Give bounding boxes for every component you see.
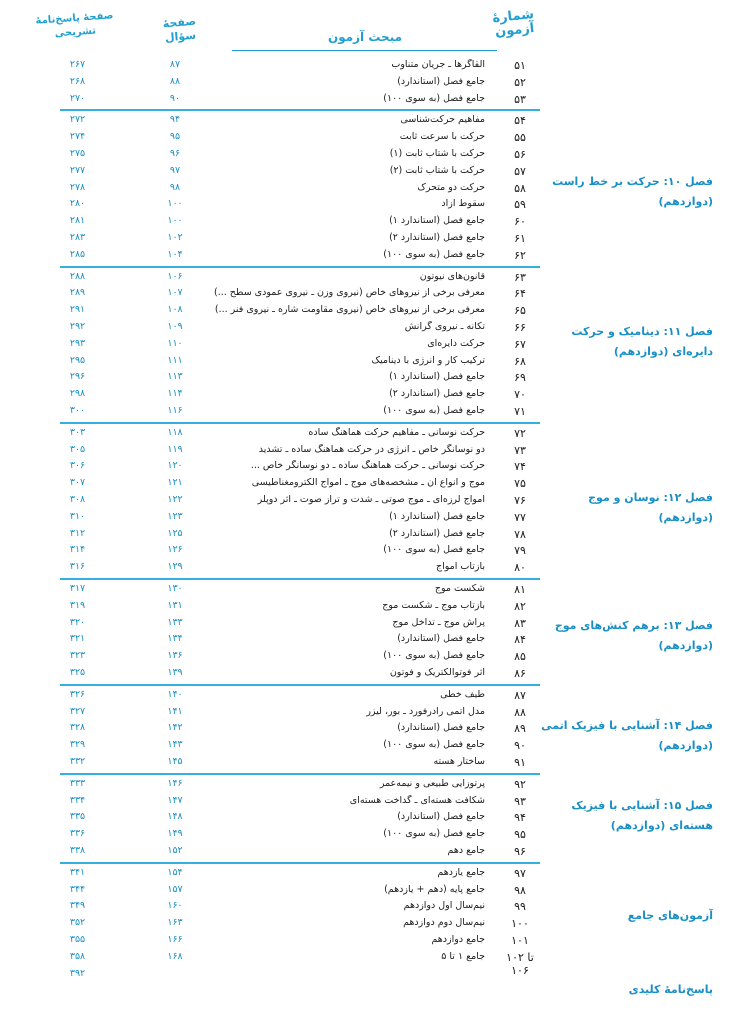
exam-number-cell: ۵۴ bbox=[514, 114, 526, 127]
answer-page-cell: ۳۴۹ bbox=[69, 900, 86, 911]
answer-page-cell: ۳۲۱ bbox=[69, 633, 86, 644]
exam-number-cell: ۷۳ bbox=[514, 444, 526, 457]
question-page-cell: ۱۴۲ bbox=[167, 722, 183, 733]
question-page-cell: ۱۱۱ bbox=[167, 355, 183, 366]
exam-number-header: شمارۀ آزمون bbox=[491, 6, 535, 40]
exam-number-cell: ۸۳ bbox=[514, 617, 526, 630]
exam-topic-cell: جامع فصل (استاندارد ۱) bbox=[389, 511, 485, 522]
question-page-cell: ۹۴ bbox=[169, 114, 181, 125]
exam-number-cell: ۸۲ bbox=[514, 600, 526, 613]
answer-page-cell: ۳۳۸ bbox=[69, 845, 86, 856]
answer-page-cell: ۲۷۸ bbox=[69, 182, 86, 193]
answer-page-cell: ۲۶۸ bbox=[69, 76, 86, 87]
table-row[interactable] bbox=[0, 304, 735, 320]
exam-number-cell: ۸۰ bbox=[514, 561, 526, 574]
exam-number-cell: ۸۹ bbox=[514, 722, 526, 735]
table-row[interactable] bbox=[0, 583, 735, 599]
answer-key-label[interactable]: پاسخ‌نامۀ کلیدی bbox=[628, 983, 713, 996]
question-page-cell: ۱۲۰ bbox=[167, 460, 183, 471]
answer-page-cell: ۲۹۲ bbox=[69, 321, 86, 332]
table-row[interactable] bbox=[0, 444, 735, 460]
answer-page-cell: ۲۹۵ bbox=[69, 355, 86, 366]
exam-topic-cell: تکانه ـ نیروی گرانش bbox=[404, 321, 485, 332]
question-page-cell: ۸۷ bbox=[169, 59, 181, 70]
exam-topic-cell: پرتوزایی طبیعی و نیمه‌عمر bbox=[379, 778, 485, 789]
answer-page-cell: ۳۱۶ bbox=[69, 561, 86, 572]
exam-number-cell: ۵۳ bbox=[514, 93, 526, 106]
question-page-cell: ۱۲۶ bbox=[167, 544, 183, 555]
table-row[interactable] bbox=[0, 215, 735, 231]
exam-topic-cell: حرکت با شتاب ثابت (۲) bbox=[389, 165, 485, 176]
question-page-cell: ۱۴۳ bbox=[167, 739, 183, 750]
exam-topic-cell: جامع فصل (استاندارد ۲) bbox=[389, 528, 485, 539]
answer-page-cell: ۳۱۲ bbox=[69, 528, 86, 539]
exam-topic-cell: حرکت دو متحرک bbox=[417, 182, 485, 193]
question-page-cell: ۱۰۷ bbox=[167, 287, 183, 298]
exam-number-cell: ۹۳ bbox=[514, 795, 526, 808]
exam-number-cell: ۱۰۰ bbox=[511, 917, 529, 930]
table-row[interactable] bbox=[0, 427, 735, 443]
question-page-cell: ۱۶۶ bbox=[167, 934, 183, 945]
exam-number-cell: ۷۴ bbox=[514, 460, 526, 473]
question-page-cell: ۱۲۳ bbox=[167, 511, 183, 522]
question-page-cell: ۱۱۶ bbox=[167, 405, 183, 416]
answer-page-cell: ۳۴۴ bbox=[69, 884, 86, 895]
answer-page-cell: ۳۲۹ bbox=[69, 739, 86, 750]
exam-number-cell: ۹۹ bbox=[514, 900, 526, 913]
answer-page-cell: ۲۸۸ bbox=[69, 271, 86, 282]
question-page-cell: ۱۲۵ bbox=[167, 528, 183, 539]
question-page-cell: ۱۰۶ bbox=[167, 271, 183, 282]
table-row[interactable] bbox=[0, 528, 735, 544]
exam-number-cell: ۸۸ bbox=[514, 706, 526, 719]
table-row[interactable] bbox=[0, 388, 735, 404]
question-page-cell: ۹۸ bbox=[169, 182, 181, 193]
exam-topic-cell: جامع فصل (استاندارد ۱) bbox=[389, 215, 485, 226]
exam-topic-header: مبحث آزمون bbox=[327, 30, 403, 44]
answer-page-cell: ۳۲۳ bbox=[69, 650, 86, 661]
question-page-cell: ۱۰۸ bbox=[167, 304, 183, 315]
answer-page-cell: ۳۹۲ bbox=[69, 968, 86, 979]
answer-page-cell: ۳۲۰ bbox=[69, 617, 86, 628]
chapter-10-label[interactable]: فصل ۱۰: حرکت بر خط راست (دوازدهم) bbox=[552, 175, 713, 208]
question-page-cell: ۱۶۳ bbox=[167, 917, 183, 928]
exam-topic-cell: بازتاب موج ـ شکست موج bbox=[382, 600, 485, 611]
answer-page-cell: ۳۵۲ bbox=[69, 917, 86, 928]
table-row[interactable] bbox=[0, 460, 735, 476]
exam-number-cell: ۶۲ bbox=[514, 249, 526, 262]
exam-number-cell: ۷۲ bbox=[514, 427, 526, 440]
answer-page-cell: ۳۰۰ bbox=[69, 405, 86, 416]
exam-topic-cell: جامع فصل (به سوی ۱۰۰) bbox=[383, 544, 485, 555]
exam-topic-cell: طیف خطی bbox=[440, 689, 485, 700]
exam-topic-cell: حرکت نوسانی ـ مفاهیم حرکت هماهنگ ساده bbox=[308, 427, 485, 438]
question-page-cell: ۱۳۹ bbox=[167, 667, 183, 678]
exam-topic-cell: جامع فصل (به سوی ۱۰۰) bbox=[383, 739, 485, 750]
exam-number-cell: ۹۶ bbox=[514, 845, 526, 858]
table-row[interactable] bbox=[0, 114, 735, 130]
question-page-header: صفحۀ سؤال bbox=[162, 14, 197, 45]
answer-page-cell: ۳۳۵ bbox=[69, 811, 86, 822]
exam-number-cell: ۷۷ bbox=[514, 511, 526, 524]
section-separator bbox=[60, 109, 540, 111]
exam-topic-cell: جامع فصل (استاندارد) bbox=[397, 76, 485, 87]
exam-topic-cell: جامع پایه (دهم + یازدهم) bbox=[384, 884, 485, 895]
question-page-cell: ۸۸ bbox=[169, 76, 181, 87]
exam-topic-cell: جامع فصل (به سوی ۱۰۰) bbox=[383, 405, 485, 416]
table-row[interactable] bbox=[0, 934, 735, 950]
exam-topic-cell: معرفی برخی از نیروهای خاص (نیروی وزن ـ نیروی عمودی سطح ...) bbox=[213, 287, 485, 298]
answer-page-cell: ۲۸۱ bbox=[69, 215, 86, 226]
exam-number-cell: ۸۴ bbox=[514, 633, 526, 646]
exam-number-cell: ۵۷ bbox=[514, 165, 526, 178]
question-page-cell: ۱۲۹ bbox=[167, 561, 183, 572]
answer-page-cell: ۳۰۳ bbox=[69, 427, 86, 438]
answer-page-cell: ۳۵۸ bbox=[69, 951, 86, 962]
answer-page-cell: ۳۱۷ bbox=[69, 583, 86, 594]
table-row[interactable] bbox=[0, 561, 735, 577]
table-row[interactable] bbox=[0, 131, 735, 147]
question-page-cell: ۱۴۶ bbox=[167, 778, 183, 789]
table-row[interactable] bbox=[0, 405, 735, 421]
exam-number-cell: ۹۰ bbox=[514, 739, 526, 752]
answer-page-cell: ۳۳۳ bbox=[69, 778, 86, 789]
exam-number-cell: ۵۱ bbox=[514, 59, 526, 72]
exam-number-cell: ۷۶ bbox=[514, 494, 526, 507]
answer-page-cell: ۲۷۰ bbox=[69, 93, 86, 104]
table-row[interactable] bbox=[0, 689, 735, 705]
answer-page-cell: ۳۴۱ bbox=[69, 867, 86, 878]
question-page-cell: ۱۰۴ bbox=[167, 249, 183, 260]
exam-topic-cell: معرفی برخی از نیروهای خاص (نیروی مقاومت شاره ـ نیروی فنر ...) bbox=[214, 304, 485, 315]
answer-page-cell: ۳۱۴ bbox=[69, 544, 86, 555]
exam-topic-cell: سقوط آزاد bbox=[441, 198, 485, 209]
answer-page-cell: ۲۸۹ bbox=[69, 287, 86, 298]
exam-topic-cell: جامع فصل (به سوی ۱۰۰) bbox=[383, 93, 485, 104]
section-separator bbox=[60, 684, 540, 686]
question-page-cell: ۱۴۱ bbox=[167, 706, 183, 717]
question-page-cell: ۱۴۰ bbox=[167, 689, 183, 700]
answer-page-cell: ۲۸۳ bbox=[69, 232, 86, 243]
table-row[interactable] bbox=[0, 148, 735, 164]
question-page-cell: ۱۲۱ bbox=[167, 477, 183, 488]
exam-topic-cell: پراش موج ـ تداخل موج bbox=[392, 617, 485, 628]
exam-topic-cell: القاگرها ـ جریان متناوب bbox=[391, 59, 485, 70]
question-page-cell: ۱۰۰ bbox=[167, 198, 183, 209]
question-page-cell: ۹۰ bbox=[169, 93, 181, 104]
chapter-14-label[interactable]: فصل ۱۴: آشنایی با فیزیک اتمی (دوازدهم) bbox=[541, 719, 713, 752]
answer-page-cell: ۲۶۷ bbox=[69, 59, 86, 70]
table-row[interactable] bbox=[0, 667, 735, 683]
answer-page-cell: ۲۹۶ bbox=[69, 371, 86, 382]
question-page-cell: ۱۳۴ bbox=[167, 633, 183, 644]
exam-topic-cell: ترکیب کار و انرژی با دینامیک bbox=[371, 355, 485, 366]
question-page-cell: ۱۳۱ bbox=[167, 600, 183, 611]
exam-topic-cell: شکست موج bbox=[434, 583, 485, 594]
table-row[interactable] bbox=[0, 371, 735, 387]
exam-number-cell: ۹۲ bbox=[514, 778, 526, 791]
answer-page-cell: ۳۳۲ bbox=[69, 756, 86, 767]
exam-topic-cell: امواج لرزه‌ای ـ موج صوتی ـ شدت و تراز صوت ـ اثر دوپلر bbox=[257, 494, 485, 505]
answer-page-cell: ۳۲۸ bbox=[69, 722, 86, 733]
question-page-cell: ۹۷ bbox=[169, 165, 181, 176]
table-row[interactable] bbox=[0, 845, 735, 861]
exam-number-cell: ۹۸ bbox=[514, 884, 526, 897]
exam-topic-cell: جامع دهم bbox=[447, 845, 485, 856]
question-page-cell: ۱۵۲ bbox=[167, 845, 183, 856]
exam-topic-cell: نیم‌سال دوم دوازدهم bbox=[403, 917, 485, 928]
chapter-13-label[interactable]: فصل ۱۳: برهم کنش‌های موج (دوازدهم) bbox=[554, 619, 713, 652]
question-page-cell: ۱۱۴ bbox=[167, 388, 183, 399]
question-page-cell: ۱۰۲ bbox=[167, 232, 183, 243]
exam-number-cell: ۶۸ bbox=[514, 355, 526, 368]
question-page-cell: ۱۳۳ bbox=[167, 617, 183, 628]
answer-page-cell: ۲۹۱ bbox=[69, 304, 86, 315]
exam-topic-cell: جامع فصل (به سوی ۱۰۰) bbox=[383, 249, 485, 260]
exam-topic-cell: شکافت هسته‌ای ـ گداخت هسته‌ای bbox=[349, 795, 485, 806]
answer-page-header: صفحۀ پاسخ‌نامۀ تشریحی bbox=[35, 10, 114, 40]
exam-number-cell: ۷۸ bbox=[514, 528, 526, 541]
question-page-cell: ۱۴۵ bbox=[167, 756, 183, 767]
exam-topic-cell: جامع فصل (استاندارد ۲) bbox=[389, 232, 485, 243]
chapter-15-label[interactable]: فصل ۱۵: آشنایی با فیزیک هسته‌ای (دوازدهم) bbox=[571, 799, 713, 832]
exam-number-cell: ۶۵ bbox=[514, 304, 526, 317]
answer-page-cell: ۲۹۳ bbox=[69, 338, 86, 349]
exam-number-cell: ۱۰۱ bbox=[511, 934, 529, 947]
exam-topic-cell: حرکت با سرعت ثابت bbox=[399, 131, 485, 142]
question-page-cell: ۱۵۷ bbox=[167, 884, 183, 895]
question-page-cell: ۱۳۰ bbox=[167, 583, 183, 594]
exam-number-cell: ۵۸ bbox=[514, 182, 526, 195]
section-separator bbox=[60, 578, 540, 580]
exam-topic-cell: نیم‌سال اول دوازدهم bbox=[403, 900, 485, 911]
question-page-cell: ۱۱۳ bbox=[167, 371, 183, 382]
exam-number-cell: ۹۷ bbox=[514, 867, 526, 880]
answer-page-cell: ۳۱۰ bbox=[69, 511, 86, 522]
table-row[interactable] bbox=[0, 271, 735, 287]
header-underline bbox=[232, 50, 497, 51]
exam-topic-cell: بازتاب امواج bbox=[435, 561, 485, 572]
table-row[interactable] bbox=[0, 600, 735, 616]
answer-page-cell: ۲۷۵ bbox=[69, 148, 86, 159]
answer-page-cell: ۲۸۰ bbox=[69, 198, 86, 209]
exam-number-cell: ۷۰ bbox=[514, 388, 526, 401]
exam-topic-cell: جامع فصل (استاندارد ۲) bbox=[389, 388, 485, 399]
exam-number-cell: ۶۰ bbox=[514, 215, 526, 228]
exam-topic-cell: جامع فصل (استاندارد) bbox=[397, 811, 485, 822]
answer-page-cell: ۳۲۵ bbox=[69, 667, 86, 678]
table-row[interactable] bbox=[0, 867, 735, 883]
section-separator bbox=[60, 862, 540, 864]
question-page-cell: ۱۱۹ bbox=[167, 444, 183, 455]
section-separator bbox=[60, 422, 540, 424]
table-row[interactable] bbox=[0, 93, 735, 109]
exam-topic-cell: موج و انواع آن ـ مشخصه‌های موج ـ امواج الکترومغناطیسی bbox=[251, 477, 485, 488]
exam-number-cell: ۵۵ bbox=[514, 131, 526, 144]
answer-page-cell: ۳۰۷ bbox=[69, 477, 86, 488]
exam-number-cell: ۹۱ bbox=[514, 756, 526, 769]
exam-number-cell: ۸۶ bbox=[514, 667, 526, 680]
answer-page-cell: ۳۰۶ bbox=[69, 460, 86, 471]
exam-topic-cell: جامع فصل (استاندارد) bbox=[397, 633, 485, 644]
question-page-cell: ۱۰۰ bbox=[167, 215, 183, 226]
answer-page-cell: ۳۰۵ bbox=[69, 444, 86, 455]
section-separator bbox=[60, 266, 540, 268]
exam-number-cell: ۵۹ bbox=[514, 198, 526, 211]
exam-topic-cell: حرکت دایره‌ای bbox=[427, 338, 485, 349]
exam-number-cell: ۶۴ bbox=[514, 287, 526, 300]
exam-number-cell: ۶۱ bbox=[514, 232, 526, 245]
exam-topic-cell: اثر فوتوالکتریک و فوتون bbox=[389, 667, 485, 678]
exam-number-cell: ۵۲ bbox=[514, 76, 526, 89]
exam-topic-cell: قانون‌های نیوتون bbox=[419, 271, 485, 282]
exam-number-cell: ۹۵ bbox=[514, 828, 526, 841]
exam-number-cell: ۷۹ bbox=[514, 544, 526, 557]
exam-topic-cell: جامع یازدهم bbox=[437, 867, 485, 878]
table-row[interactable] bbox=[0, 232, 735, 248]
question-page-cell: ۱۴۸ bbox=[167, 811, 183, 822]
exam-topic-cell: حرکت با شتاب ثابت (۱) bbox=[389, 148, 485, 159]
answer-page-cell: ۳۳۴ bbox=[69, 795, 86, 806]
exam-topic-cell: جامع فصل (به سوی ۱۰۰) bbox=[383, 828, 485, 839]
answer-page-cell: ۳۲۷ bbox=[69, 706, 86, 717]
exam-number-cell: ۶۷ bbox=[514, 338, 526, 351]
exam-number-cell: ۷۵ bbox=[514, 477, 526, 490]
exam-topic-cell: جامع فصل (به سوی ۱۰۰) bbox=[383, 650, 485, 661]
answer-page-cell: ۲۹۸ bbox=[69, 388, 86, 399]
exam-topic-cell: جامع ۱ تا ۵ bbox=[441, 951, 485, 962]
table-row[interactable] bbox=[0, 249, 735, 265]
question-page-cell: ۱۲۲ bbox=[167, 494, 183, 505]
table-row[interactable] bbox=[0, 544, 735, 560]
exam-topic-cell: جامع دوازدهم bbox=[431, 934, 485, 945]
exam-topic-cell: مدل اتمی رادرفورد ـ بور، لیزر bbox=[366, 706, 485, 717]
exam-topic-cell: حرکت نوسانی ـ حرکت هماهنگ ساده ـ دو نوسانگر خاص ... bbox=[250, 460, 485, 471]
exam-topic-cell: دو نوسانگر خاص ـ انرژی در حرکت هماهنگ ساده ـ تشدید bbox=[258, 444, 485, 455]
question-page-cell: ۱۴۷ bbox=[167, 795, 183, 806]
exam-topic-cell: جامع فصل (استاندارد ۱) bbox=[389, 371, 485, 382]
answer-page-cell: ۲۷۴ bbox=[69, 131, 86, 142]
question-page-cell: ۱۳۶ bbox=[167, 650, 183, 661]
question-page-cell: ۹۵ bbox=[169, 131, 181, 142]
chapter-12-label[interactable]: فصل ۱۲: نوسان و موج (دوازدهم) bbox=[588, 491, 713, 524]
question-page-cell: ۱۰۹ bbox=[167, 321, 183, 332]
comprehensive-exams-label[interactable]: آزمون‌های جامع bbox=[627, 909, 713, 922]
question-page-cell: ۱۴۹ bbox=[167, 828, 183, 839]
answer-page-cell: ۳۵۵ bbox=[69, 934, 86, 945]
exam-number-cell: ۱۰۲ تا ۱۰۶ bbox=[506, 951, 534, 977]
exam-number-cell: ۸۵ bbox=[514, 650, 526, 663]
exam-number-cell: ۹۴ bbox=[514, 811, 526, 824]
question-page-cell: ۱۶۸ bbox=[167, 951, 183, 962]
table-row[interactable] bbox=[0, 76, 735, 92]
answer-page-cell: ۳۰۸ bbox=[69, 494, 86, 505]
table-row[interactable] bbox=[0, 59, 735, 75]
exam-topic-cell: ساختار هسته bbox=[433, 756, 485, 767]
chapter-11-label[interactable]: فصل ۱۱: دینامیک و حرکت دایره‌ای (دوازدهم) bbox=[571, 325, 713, 358]
section-separator bbox=[60, 773, 540, 775]
exam-number-cell: ۶۹ bbox=[514, 371, 526, 384]
question-page-cell: ۱۱۸ bbox=[167, 427, 183, 438]
exam-topic-cell: مفاهیم حرکت‌شناسی bbox=[400, 114, 485, 125]
table-row[interactable] bbox=[0, 884, 735, 900]
answer-page-cell: ۳۲۶ bbox=[69, 689, 86, 700]
exam-number-cell: ۵۶ bbox=[514, 148, 526, 161]
question-page-cell: ۱۵۴ bbox=[167, 867, 183, 878]
table-row[interactable] bbox=[0, 756, 735, 772]
answer-page-cell: ۲۷۲ bbox=[69, 114, 86, 125]
answer-page-cell: ۳۱۹ bbox=[69, 600, 86, 611]
exam-number-cell: ۸۱ bbox=[514, 583, 526, 596]
exam-topic-cell: جامع فصل (استاندارد) bbox=[397, 722, 485, 733]
question-page-cell: ۱۶۰ bbox=[167, 900, 183, 911]
question-page-cell: ۹۶ bbox=[169, 148, 181, 159]
table-row[interactable] bbox=[0, 287, 735, 303]
answer-page-cell: ۲۸۵ bbox=[69, 249, 86, 260]
answer-page-cell: ۳۳۶ bbox=[69, 828, 86, 839]
exam-number-cell: ۶۶ bbox=[514, 321, 526, 334]
exam-number-cell: ۸۷ bbox=[514, 689, 526, 702]
question-page-cell: ۱۱۰ bbox=[167, 338, 183, 349]
exam-number-cell: ۷۱ bbox=[514, 405, 526, 418]
answer-page-cell: ۲۷۷ bbox=[69, 165, 86, 176]
table-row[interactable] bbox=[0, 778, 735, 794]
exam-number-cell: ۶۳ bbox=[514, 271, 526, 284]
